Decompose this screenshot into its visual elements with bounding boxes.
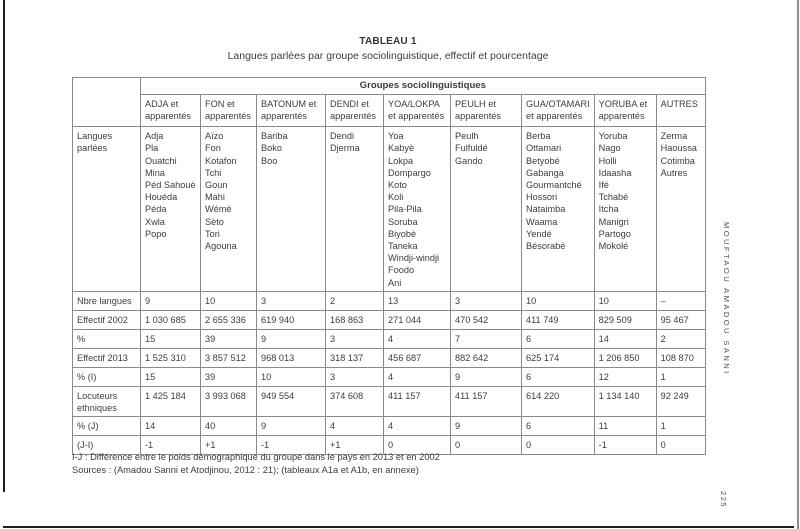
language-item: Nataimba: [526, 204, 566, 215]
value-cell: 108 870: [656, 348, 705, 367]
row-label: (J-I): [73, 436, 141, 455]
language-item: Sèto: [205, 216, 224, 227]
value-cell: -1: [257, 436, 326, 455]
language-item: Autres: [660, 167, 688, 178]
value-cell: 0: [522, 436, 595, 455]
page-number: 225: [719, 491, 728, 508]
column-header: PEULH et apparentés: [451, 95, 522, 127]
page-edge-right: [797, 0, 799, 529]
language-item: Houéda: [145, 192, 178, 203]
language-item: Haoussa: [660, 143, 697, 154]
row-label: % (J): [73, 417, 141, 436]
language-item: Aïzo: [205, 131, 224, 142]
languages-cell: [451, 127, 522, 292]
value-cell: 2: [326, 291, 384, 310]
value-cell: 15: [141, 329, 201, 348]
language-item: Yendé: [526, 228, 552, 239]
language-item: Mina: [145, 167, 165, 178]
value-cell: -1: [594, 436, 656, 455]
language-item: Péda: [145, 204, 167, 215]
languages-cell: [201, 127, 257, 292]
language-item: Djerma: [330, 143, 360, 154]
language-item: Nago: [598, 143, 621, 154]
value-cell: 6: [522, 329, 595, 348]
value-cell: 12: [594, 367, 656, 386]
value-cell: 9: [257, 417, 326, 436]
row-label: Nbre langues: [73, 291, 141, 310]
language-item: Waama: [526, 216, 558, 227]
value-cell: 411 157: [384, 386, 451, 416]
value-cell: 411 749: [522, 310, 595, 329]
value-cell: 625 174: [522, 348, 595, 367]
value-cell: 3: [326, 367, 384, 386]
row-label: Langues parlées: [73, 127, 141, 292]
value-cell: 3 993 068: [201, 386, 257, 416]
value-cell: +1: [326, 436, 384, 455]
language-item: Kotafon: [205, 155, 237, 166]
language-item: Gourmantché: [526, 180, 582, 191]
language-item: Foodo: [388, 265, 415, 276]
column-header: GUA/OTAMARI et apparentés: [522, 95, 595, 127]
value-cell: 168 863: [326, 310, 384, 329]
column-header: YORUBA et apparentés: [594, 95, 656, 127]
language-item: Manigri: [598, 216, 629, 227]
language-item: Windji-windji: [388, 253, 440, 264]
value-cell: 4: [384, 329, 451, 348]
language-item: Bésorabè: [526, 241, 566, 252]
language-item: Ouatchi: [145, 155, 177, 166]
language-item: Popo: [145, 228, 167, 239]
value-cell: 1 206 850: [594, 348, 656, 367]
value-cell: 95 467: [656, 310, 705, 329]
languages-cell: [257, 127, 326, 292]
value-cell: 0: [451, 436, 522, 455]
value-cell: 318 137: [326, 348, 384, 367]
value-cell: 40: [201, 417, 257, 436]
value-cell: 10: [594, 291, 656, 310]
value-cell: 2 655 336: [201, 310, 257, 329]
language-item: Itcha: [598, 204, 619, 215]
value-cell: 968 013: [257, 348, 326, 367]
language-item: Taneka: [388, 241, 418, 252]
value-cell: 3: [451, 291, 522, 310]
language-item: Biyobè: [388, 228, 417, 239]
value-cell: 949 554: [257, 386, 326, 416]
table-label: TABLEAU 1: [359, 36, 417, 47]
value-cell: 619 940: [257, 310, 326, 329]
language-item: Wémè: [205, 204, 232, 215]
value-cell: 39: [201, 367, 257, 386]
column-header: FON et apparentés: [201, 95, 257, 127]
value-cell: 7: [451, 329, 522, 348]
footnotes: [72, 451, 632, 477]
languages-cell: [656, 127, 705, 292]
value-cell: 92 249: [656, 386, 705, 416]
row-label: Effectif 2002: [73, 310, 141, 329]
row-label: %: [73, 329, 141, 348]
value-cell: 1 525 310: [141, 348, 201, 367]
language-item: Betyobé: [526, 155, 560, 166]
language-item: Tori: [205, 228, 220, 239]
language-item: Dendi: [330, 131, 355, 142]
languages-cell: [141, 127, 201, 292]
language-item: Soruba: [388, 216, 418, 227]
value-cell: 13: [384, 291, 451, 310]
language-item: Mokolé: [598, 241, 629, 252]
language-item: Ifé: [598, 180, 609, 191]
language-item: Dompargo: [388, 167, 431, 178]
language-item: Hossori: [526, 192, 558, 203]
languages-cell: [522, 127, 595, 292]
column-header: ADJA et apparentés: [141, 95, 201, 127]
value-cell: 1 030 685: [141, 310, 201, 329]
language-item: Xwla: [145, 216, 165, 227]
value-cell: 2: [656, 329, 705, 348]
value-cell: 3: [257, 291, 326, 310]
value-cell: 10: [257, 367, 326, 386]
language-item: Pla: [145, 143, 159, 154]
language-item: Péd Sahouè: [145, 180, 196, 191]
language-item: Goun: [205, 180, 228, 191]
value-cell: 9: [141, 291, 201, 310]
languages-cell: [384, 127, 451, 292]
value-cell: 829 509: [594, 310, 656, 329]
language-item: Kabyè: [388, 143, 415, 154]
language-item: Gabanga: [526, 167, 564, 178]
language-item: Berba: [526, 131, 551, 142]
language-item: Ottamari: [526, 143, 562, 154]
value-cell: 470 542: [451, 310, 522, 329]
value-cell: 1: [656, 367, 705, 386]
column-header: AUTRES: [656, 95, 705, 127]
footnote-sources: Sources : (Amadou Sanni et Atodjinou, 2012 : 21); (tableaux A1a et A1b, en annexe): [72, 465, 419, 475]
column-header: BATONUM et apparentés: [257, 95, 326, 127]
row-label: Locuteurs ethniques: [73, 386, 141, 416]
language-item: Adja: [145, 131, 164, 142]
language-item: Pila-Pila: [388, 204, 422, 215]
value-cell: 4: [384, 417, 451, 436]
language-item: Cotimba: [660, 155, 695, 166]
language-item: Holli: [598, 155, 617, 166]
row-label: % (I): [73, 367, 141, 386]
language-item: Boo: [261, 155, 278, 166]
value-cell: 1: [656, 417, 705, 436]
value-cell: 39: [201, 329, 257, 348]
table-caption: [72, 36, 704, 62]
column-header: YOA/LOKPA et apparentés: [384, 95, 451, 127]
language-item: Agouna: [205, 241, 237, 252]
value-cell: +1: [201, 436, 257, 455]
value-cell: 456 687: [384, 348, 451, 367]
value-cell: -1: [141, 436, 201, 455]
group-header: Groupes sociolinguistiques: [141, 78, 706, 95]
language-item: Tchi: [205, 167, 222, 178]
value-cell: 614 220: [522, 386, 595, 416]
value-cell: 10: [201, 291, 257, 310]
value-cell: 9: [257, 329, 326, 348]
language-item: Fulfuldé: [455, 143, 488, 154]
language-item: Gando: [455, 155, 483, 166]
languages-cell: [594, 127, 656, 292]
languages-table: [72, 77, 706, 455]
value-cell: 374 608: [326, 386, 384, 416]
language-item: Fon: [205, 143, 221, 154]
language-item: Peulh: [455, 131, 479, 142]
row-label: Effectif 2013: [73, 348, 141, 367]
language-item: Yoruba: [598, 131, 628, 142]
languages-cell: [326, 127, 384, 292]
language-item: Lokpa: [388, 155, 414, 166]
page-edge-left: [3, 0, 5, 492]
footnote-definition: I-J : Différence entre le poids démographique du groupe dans le pays en 2013 et en 2002: [72, 452, 440, 462]
corner-cell: [73, 78, 141, 127]
language-item: Boko: [261, 143, 282, 154]
margin-author-name: MOUFTAOU AMADOU SANNI: [722, 222, 731, 376]
language-item: Koli: [388, 192, 404, 203]
value-cell: 3 857 512: [201, 348, 257, 367]
value-cell: 9: [451, 367, 522, 386]
value-cell: 1 425 184: [141, 386, 201, 416]
value-cell: 6: [522, 367, 595, 386]
table-title: Langues parlées par groupe sociolinguistique, effectif et pourcentage: [227, 50, 549, 62]
value-cell: 10: [522, 291, 595, 310]
value-cell: 9: [451, 417, 522, 436]
value-cell: 0: [384, 436, 451, 455]
language-item: Tchabé: [598, 192, 629, 203]
value-cell: 14: [141, 417, 201, 436]
value-cell: 271 044: [384, 310, 451, 329]
value-cell: 11: [594, 417, 656, 436]
value-cell: 6: [522, 417, 595, 436]
value-cell: 1 134 140: [594, 386, 656, 416]
value-cell: 15: [141, 367, 201, 386]
value-cell: 3: [326, 329, 384, 348]
value-cell: 4: [384, 367, 451, 386]
language-item: Bariba: [261, 131, 288, 142]
value-cell: 0: [656, 436, 705, 455]
value-cell: 14: [594, 329, 656, 348]
column-header: DENDI et apparentés: [326, 95, 384, 127]
language-item: Mahi: [205, 192, 225, 203]
language-item: Zerma: [660, 131, 688, 142]
language-item: Idaasha: [598, 167, 632, 178]
language-item: Yoa: [388, 131, 404, 142]
value-cell: 4: [326, 417, 384, 436]
value-cell: 882 642: [451, 348, 522, 367]
language-item: Koto: [388, 180, 407, 191]
language-item: Partogo: [598, 228, 631, 239]
value-cell: 411 157: [451, 386, 522, 416]
value-cell: –: [656, 291, 705, 310]
page-edge-bottom: [3, 526, 794, 528]
language-item: Ani: [388, 277, 402, 288]
